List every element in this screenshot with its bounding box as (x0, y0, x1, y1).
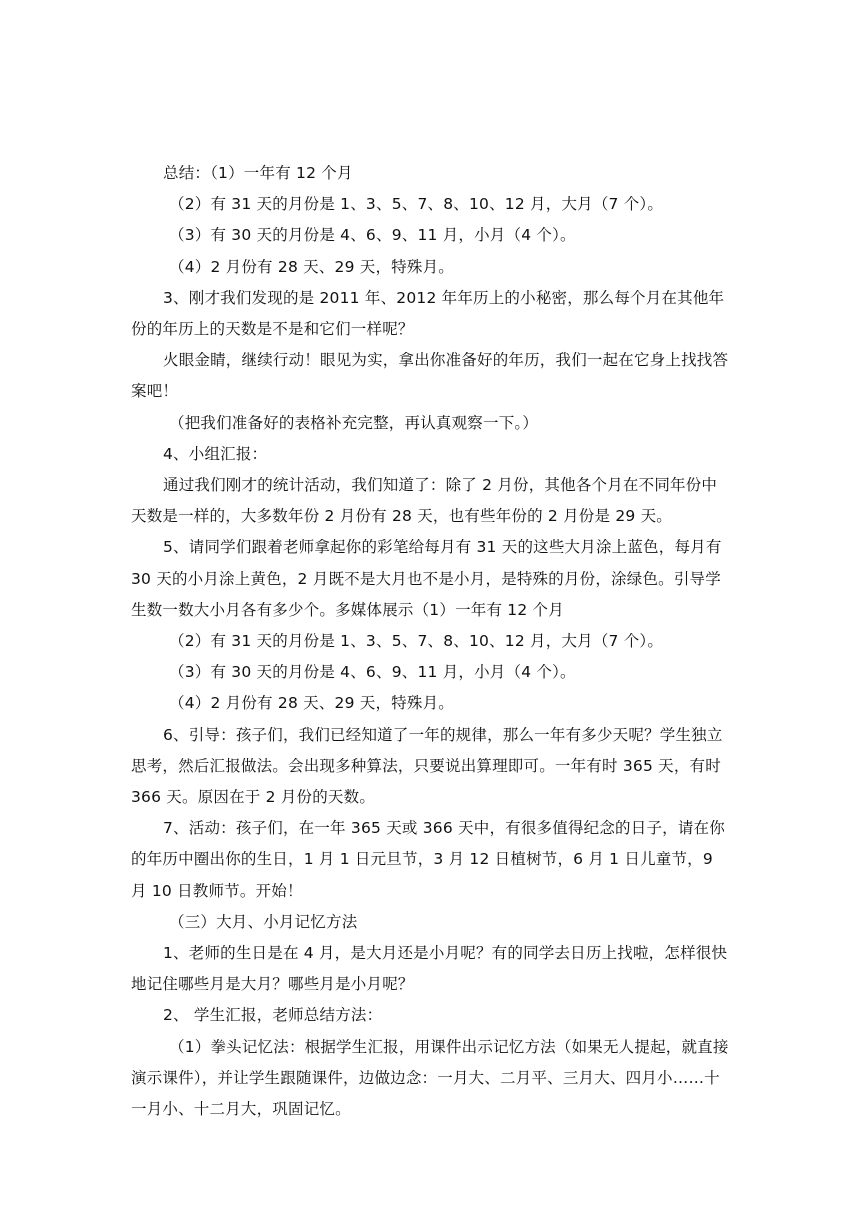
document-body (131, 158, 731, 1125)
paragraph: （1）拳头记忆法：根据学生汇报，用课件出示记忆方法（如果无人提起，就直接演示课件），并让学生跟随课件，边做边念：一月大、二月平、三月大、四月小……十一月小、十二月大，巩固记忆。 (131, 1037, 729, 1119)
paragraph: 5、请同学们跟着老师拿起你的彩笔给每月有 31 天的这些大月涂上蓝色，每月有 30 天的小月涂上黄色，2 月既不是大月也不是小月，是特殊的月份，涂绿色。引导学生数一数大小月各有多少个。多媒体展示（1）一年有 12 个月 (131, 538, 722, 619)
paragraph: （2）有 31 天的月份是 1、3、5、7、8、10、12 月，大月（7 个）。 (169, 632, 664, 651)
paragraph: （4）2 月份有 28 天、29 天，特殊月。 (169, 694, 454, 713)
paragraph: 总结：（1）一年有 12 个月 (163, 164, 353, 182)
paragraph: （把我们准备好的表格补充完整，再认真观察一下。） (169, 413, 539, 432)
paragraph: （2）有 31 天的月份是 1、3、5、7、8、10、12 月，大月（7 个）。 (169, 195, 664, 214)
paragraph: 6、引导：孩子们，我们已经知道了一年的规律，那么一年有多少天呢？学生独立思考，然后汇报做法。会出现多种算法，只要说出算理即可。一年有时 365 天，有时 366 天。原因在于 2 月份的天数。 (131, 725, 723, 807)
paragraph: 2、 学生汇报，老师总结方法： (163, 1006, 383, 1025)
paragraph: 通过我们刚才的统计活动，我们知道了：除了 2 月份，其他各个月在不同年份中天数是一样的，大多数年份 2 月份有 28 天，也有些年份的 2 月份是 29 天。 (131, 476, 718, 526)
paragraph: （3）有 30 天的月份是 4、6、9、11 月，小月（4 个）。 (169, 226, 576, 245)
paragraph: 4、小组汇报： (163, 444, 268, 463)
paragraph: 1、老师的生日是在 4 月，是大月还是小月呢？有的同学去日历上找啦，怎样很快地记住哪些月是大月？哪些月是小月呢？ (131, 944, 728, 994)
paragraph: 3、刚才我们发现的是 2011 年、2012 年年历上的小秘密，那么每个月在其他年份的年历上的天数是不是和它们一样呢？ (131, 288, 725, 339)
paragraph: 7、活动：孩子们，在一年 365 天或 366 天中，有很多值得纪念的日子，请在你的年历中圈出你的生日，1 月 1 日元旦节，3 月 12 日植树节，6 月 1 日儿童节，9 月 10 日教师节。开始！ (131, 819, 725, 900)
paragraph: 火眼金睛，继续行动！眼见为实，拿出你准备好的年历，我们一起在它身上找找答案吧！ (131, 351, 729, 401)
paragraph: （3）有 30 天的月份是 4、6、9、11 月，小月（4 个）。 (169, 663, 576, 682)
section-heading: （三）大月、小月记忆方法 (169, 912, 358, 931)
paragraph: （4）2 月份有 28 天、29 天，特殊月。 (169, 257, 454, 276)
